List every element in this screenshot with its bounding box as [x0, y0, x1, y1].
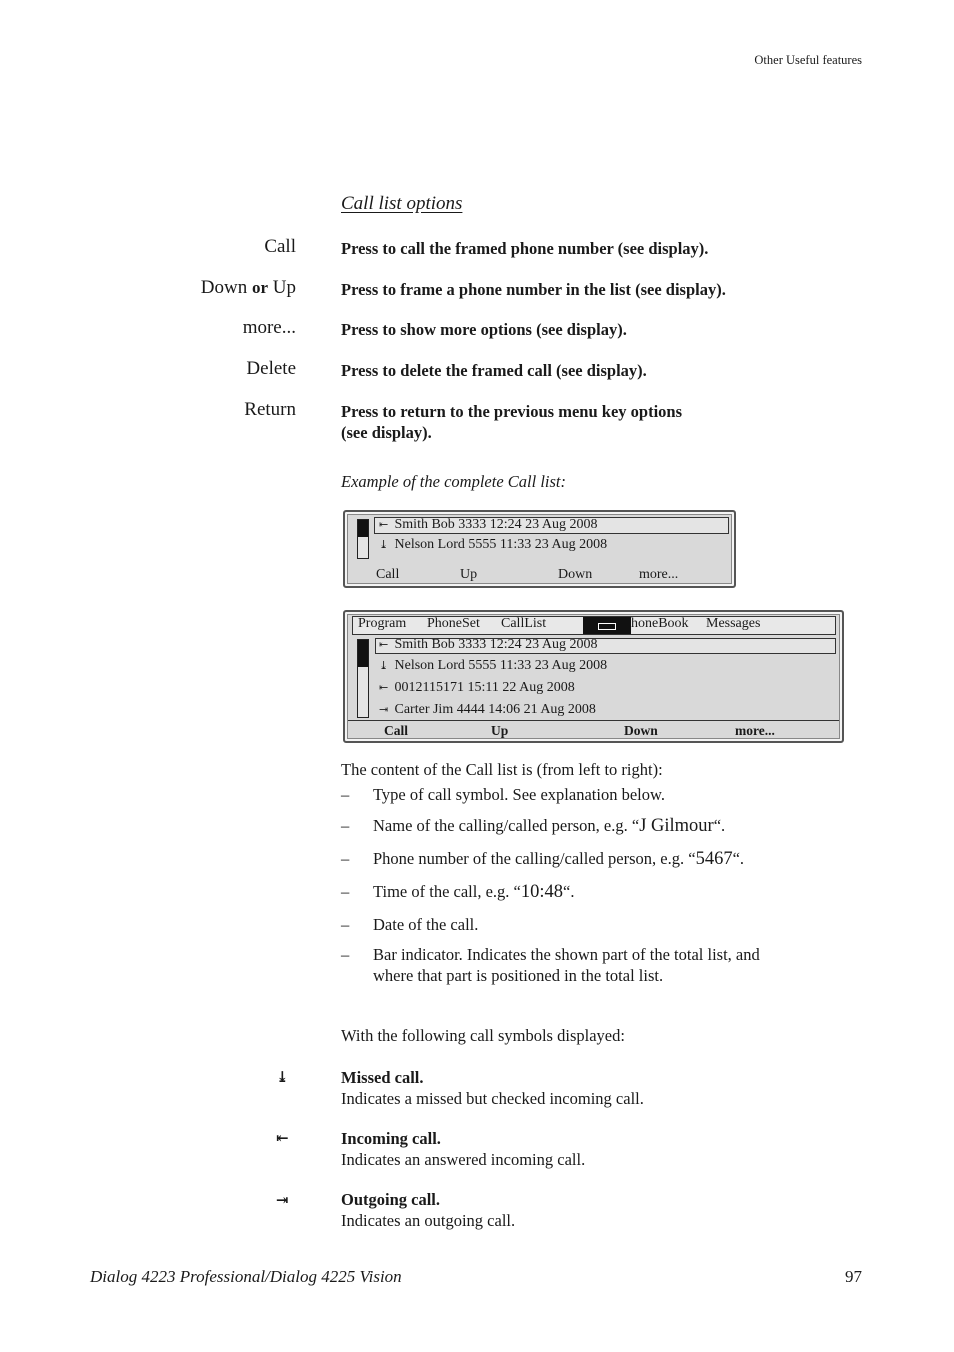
symbol-desc: Indicates a missed but checked incoming call.	[341, 1089, 644, 1108]
list-item-text: 0012115171 15:11 22 Aug 2008	[394, 680, 575, 695]
bullet-text: Type of call symbol. See explanation below.	[373, 785, 665, 804]
outgoing-call-icon: ⇥	[276, 1193, 289, 1209]
dash: –	[341, 915, 350, 934]
content-intro: The content of the Call list is (from left to right):	[341, 760, 663, 779]
return-desc-line2: (see display).	[341, 423, 432, 442]
dash: –	[341, 882, 350, 901]
bullet-text: Date of the call.	[373, 915, 479, 934]
softkey-call[interactable]: Call	[376, 567, 400, 582]
list-item[interactable]	[379, 517, 598, 533]
option-key-down-up	[201, 277, 296, 299]
missed-call-icon: ⤓	[276, 1070, 289, 1086]
list-item-text: Nelson Lord 5555 11:33 23 Aug 2008	[394, 658, 608, 673]
bullet-text: “.	[732, 849, 745, 868]
list-item	[341, 944, 839, 986]
tab-phonebook[interactable]: honeBook	[631, 616, 689, 631]
incoming-call-icon: ⇤	[379, 519, 389, 531]
example-value: J Gilmour	[639, 816, 714, 836]
list-item	[341, 848, 839, 870]
softkey-more[interactable]: more...	[735, 723, 775, 738]
list-item[interactable]	[379, 680, 575, 696]
list-item[interactable]	[379, 637, 598, 653]
option-key-call: Call	[264, 236, 296, 257]
list-item-text: Nelson Lord 5555 11:33 23 Aug 2008	[394, 537, 608, 552]
list-item-text: Carter Jim 4444 14:06 21 Aug 2008	[394, 702, 596, 717]
incoming-call-icon: ⇤	[379, 639, 389, 651]
envelope-icon	[598, 623, 616, 630]
option-desc-down-up: Press to frame a phone number in the list (see display).	[341, 280, 726, 299]
return-desc-line1: Press to return to the previous menu key options	[341, 402, 683, 421]
softkey-down[interactable]: Down	[624, 723, 658, 738]
softkey-down[interactable]: Down	[558, 567, 593, 582]
scroll-bar-fill	[358, 640, 368, 667]
list-item-text: Smith Bob 3333 12:24 23 Aug 2008	[394, 517, 598, 532]
list-item	[341, 914, 839, 935]
dash: –	[341, 945, 350, 964]
list-item-text: Smith Bob 3333 12:24 23 Aug 2008	[394, 637, 598, 652]
phone-display-large	[343, 610, 844, 743]
bullet-text: Phone number of the calling/called person, e.g. “	[373, 849, 696, 868]
tab-program[interactable]: Program	[358, 616, 407, 631]
symbol-desc: Indicates an answered incoming call.	[341, 1150, 586, 1169]
scroll-bar-indicator	[357, 519, 369, 559]
symbol-title: Incoming call.	[341, 1129, 441, 1148]
footer-product: Dialog 4223 Professional/Dialog 4225 Vision	[90, 1267, 402, 1286]
scroll-bar-indicator	[357, 639, 369, 718]
tab-selected-highlight	[583, 617, 631, 634]
symbol-title: Outgoing call.	[341, 1190, 441, 1209]
option-key-return: Return	[244, 399, 296, 420]
softkey-call[interactable]: Call	[384, 723, 409, 738]
symbols-intro: With the following call symbols displayed:	[341, 1026, 625, 1045]
symbol-missed	[341, 1067, 644, 1109]
dash: –	[341, 816, 350, 835]
option-desc-call: Press to call the framed phone number (see display).	[341, 239, 709, 258]
scroll-bar-fill	[358, 520, 368, 537]
bullet-text: Bar indicator. Indicates the shown part of the total list, and	[373, 945, 760, 964]
symbol-desc: Indicates an outgoing call.	[341, 1211, 516, 1230]
softkey-up[interactable]: Up	[460, 567, 478, 582]
list-item[interactable]	[379, 658, 607, 674]
running-header: Other Useful features	[754, 53, 862, 67]
bullet-text: “.	[563, 882, 575, 901]
symbol-title: Missed call.	[341, 1068, 424, 1087]
list-item[interactable]	[379, 702, 596, 718]
option-desc-more: Press to show more options (see display).	[341, 320, 627, 339]
tab-messages[interactable]: Messages	[706, 616, 761, 631]
bullet-text: where that part is positioned in the total list.	[373, 966, 664, 985]
bullet-text: Time of the call, e.g. “	[373, 882, 521, 901]
dash: –	[341, 785, 350, 804]
incoming-call-icon: ⇤	[379, 682, 389, 694]
key-up: Up	[272, 277, 296, 298]
bullet-text: Name of the calling/called person, e.g. “	[373, 816, 640, 835]
page-number: 97	[845, 1267, 862, 1286]
example-value: 5467	[695, 849, 733, 869]
list-item	[341, 815, 839, 837]
symbol-outgoing	[341, 1189, 515, 1231]
tab-phoneset[interactable]: PhoneSet	[427, 616, 480, 631]
bullet-text: “.	[713, 816, 726, 835]
softkey-up[interactable]: Up	[491, 723, 509, 738]
phone-display-small	[343, 510, 736, 588]
example-caption: Example of the complete Call list:	[341, 472, 566, 491]
option-desc-return	[341, 401, 761, 443]
softkey-divider	[348, 720, 839, 721]
outgoing-call-icon: ⇥	[379, 704, 389, 716]
list-item[interactable]	[379, 537, 607, 553]
missed-call-icon: ⤓	[379, 660, 389, 672]
list-item	[341, 881, 839, 903]
symbol-incoming	[341, 1128, 585, 1170]
tab-calllist[interactable]: CallList	[501, 616, 547, 631]
option-key-more: more...	[242, 317, 296, 338]
dash: –	[341, 849, 350, 868]
key-or: or	[251, 278, 269, 297]
softkey-more[interactable]: more...	[639, 567, 679, 582]
example-value: 10:48	[520, 882, 563, 902]
option-desc-delete: Press to delete the framed call (see display).	[341, 361, 647, 380]
missed-call-icon: ⤓	[379, 539, 389, 551]
incoming-call-icon: ⇤	[276, 1131, 289, 1147]
list-item	[341, 784, 839, 805]
key-down: Down	[200, 277, 248, 298]
option-key-delete: Delete	[246, 358, 296, 379]
section-title: Call list options	[341, 193, 463, 214]
